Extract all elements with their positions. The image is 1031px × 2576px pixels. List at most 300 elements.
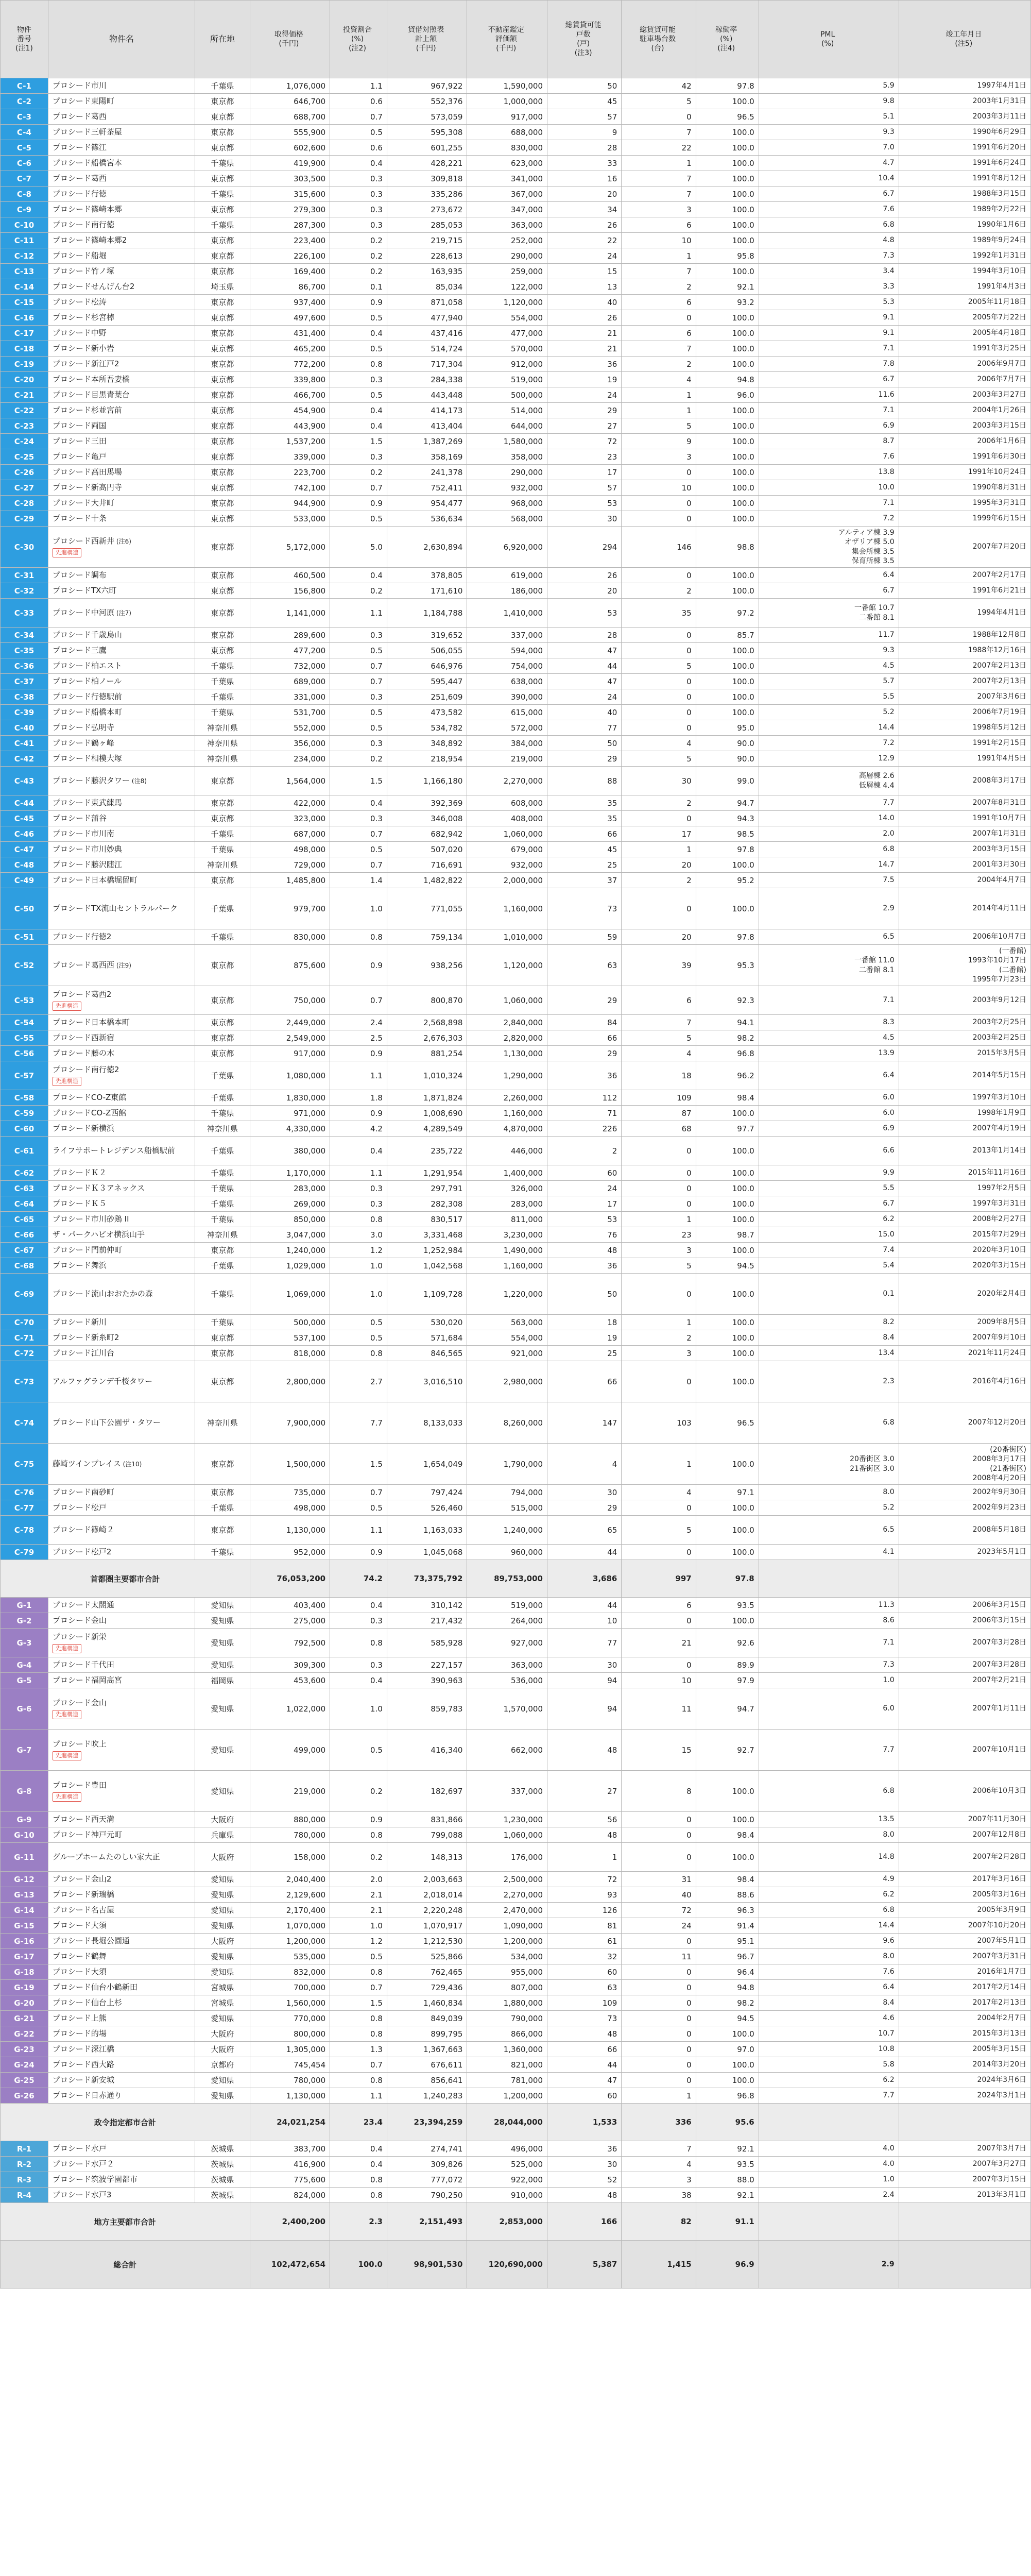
cell-pml: 4.1 [759, 1545, 899, 1560]
cell-pml: 7.3 [759, 248, 899, 264]
property-name: プロシード柏エスト [52, 661, 122, 671]
cell-units: 27 [547, 418, 621, 434]
cell-appraisal: 337,000 [467, 1771, 547, 1812]
cell-units: 61 [547, 1934, 621, 1949]
cell-completion-date: 1997年4月1日 [899, 78, 1030, 94]
cell-units: 36 [547, 1061, 621, 1090]
cell-units: 53 [547, 599, 621, 628]
property-name-cell [48, 628, 195, 643]
cell-book-value: 646,976 [387, 658, 467, 674]
property-code: C-43 [1, 767, 48, 795]
table-row [1, 187, 1031, 202]
cell-pml: 一番館 11.0 二番館 8.1 [759, 945, 899, 986]
cell-units: 53 [547, 1212, 621, 1227]
property-code: C-61 [1, 1137, 48, 1165]
cell-book-value: 830,517 [387, 1212, 467, 1227]
cell-price: 1,564,000 [250, 767, 330, 795]
cell-occupancy: 93.5 [696, 2157, 759, 2172]
cell-pml: 2.4 [759, 2188, 899, 2203]
cell-completion-date: 2006年3月15日 [899, 1598, 1030, 1613]
cell-occupancy: 94.7 [696, 795, 759, 811]
cell-completion-date: 2013年3月1日 [899, 2188, 1030, 2203]
property-code: C-36 [1, 658, 48, 674]
cell-units: 53 [547, 496, 621, 511]
cell-price: 1,200,000 [250, 1934, 330, 1949]
cell-pml: 6.8 [759, 1402, 899, 1444]
cell-completion-date: 2015年3月13日 [899, 2026, 1030, 2042]
property-code: C-67 [1, 1243, 48, 1258]
cell-ratio: 5.0 [330, 527, 387, 568]
cell-completion-date: 1991年10月7日 [899, 811, 1030, 826]
cell-completion-date: 1997年3月10日 [899, 1090, 1030, 1106]
cell-parking: 146 [622, 527, 696, 568]
property-name-cell [48, 1995, 195, 2011]
property-code: G-18 [1, 1964, 48, 1980]
cell-occupancy: 95.3 [696, 945, 759, 986]
property-name: プロシード葛西 [52, 112, 107, 122]
cell-occupancy: 94.5 [696, 1258, 759, 1274]
property-location: 東京都 [195, 357, 250, 372]
cell-units: 36 [547, 2141, 621, 2157]
cell-price: 1,537,200 [250, 434, 330, 449]
cell-occupancy: 100.0 [696, 689, 759, 705]
cell-appraisal: 968,000 [467, 496, 547, 511]
cell-book-value: 309,826 [387, 2157, 467, 2172]
cell-appraisal: 662,000 [467, 1730, 547, 1771]
cell-units: 40 [547, 705, 621, 720]
table-row [1, 156, 1031, 171]
cell-completion-date: 2006年3月15日 [899, 1613, 1030, 1629]
property-code: C-77 [1, 1500, 48, 1516]
cell-parking: 0 [622, 1827, 696, 1843]
cell-pml: 7.2 [759, 511, 899, 527]
property-code: C-15 [1, 295, 48, 310]
cell-book-value: 346,008 [387, 811, 467, 826]
table-row [1, 736, 1031, 751]
cell-appraisal: 932,000 [467, 480, 547, 496]
cell-price: 750,000 [250, 986, 330, 1015]
property-name: プロシード中野 [52, 328, 107, 338]
cell-units: 93 [547, 1887, 621, 1903]
property-name-cell [48, 1137, 195, 1165]
table-row [1, 1918, 1031, 1934]
cell-parking: 0 [622, 1181, 696, 1196]
cell-pml: 8.2 [759, 1315, 899, 1330]
cell-pml: 10.0 [759, 480, 899, 496]
cell-ratio: 0.5 [330, 1949, 387, 1964]
cell-parking: 0 [622, 568, 696, 583]
cell-completion-date: 1991年6月24日 [899, 156, 1030, 171]
cell-pml: 5.9 [759, 78, 899, 94]
subtotal-row [1, 1560, 1031, 1598]
property-name: プロシード葛西 [52, 174, 107, 183]
cell-pml: 2.9 [759, 2241, 899, 2289]
cell-book-value: 235,722 [387, 1137, 467, 1165]
cell-completion-date: (20番街区) 2008年3月17日 (21番街区) 2008年4月20日 [899, 1444, 1030, 1485]
table-row [1, 1934, 1031, 1949]
cell-book-value: 1,212,530 [387, 1934, 467, 1949]
cell-ratio: 1.1 [330, 2088, 387, 2104]
cell-pml: 9.3 [759, 643, 899, 658]
property-name: プロシード本所吾妻橋 [52, 375, 130, 384]
property-name-cell [48, 1688, 195, 1730]
cell-parking: 1 [622, 1212, 696, 1227]
cell-completion-date: 2003年3月15日 [899, 418, 1030, 434]
cell-ratio: 0.4 [330, 326, 387, 341]
cell-occupancy: 92.7 [696, 1730, 759, 1771]
cell-price: 7,900,000 [250, 1402, 330, 1444]
property-location: 東京都 [195, 202, 250, 217]
subtotal-label: 政令指定都市合計 [1, 2104, 250, 2141]
cell-book-value: 1,460,834 [387, 1995, 467, 2011]
cell-units: 65 [547, 1516, 621, 1545]
property-name: プロシード調布 [52, 570, 107, 580]
cell-appraisal: 536,000 [467, 1673, 547, 1688]
cell-book-value: 1,008,690 [387, 1106, 467, 1121]
cell-price: 830,000 [250, 929, 330, 945]
property-location: 愛知県 [195, 1918, 250, 1934]
property-name-cell [48, 2088, 195, 2104]
cell-occupancy: 98.4 [696, 1827, 759, 1843]
cell-price: 800,000 [250, 2026, 330, 2042]
table-row [1, 795, 1031, 811]
cell-pml: 6.9 [759, 418, 899, 434]
cell-appraisal: 2,000,000 [467, 873, 547, 888]
cell-units: 24 [547, 387, 621, 403]
cell-units: 50 [547, 78, 621, 94]
cell-price: 732,000 [250, 658, 330, 674]
cell-units: 166 [547, 2203, 621, 2241]
cell-appraisal: 807,000 [467, 1980, 547, 1995]
table-row [1, 929, 1031, 945]
subtotal-label: 地方主要都市合計 [1, 2203, 250, 2241]
cell-pml: 5.1 [759, 109, 899, 125]
cell-parking: 87 [622, 1106, 696, 1121]
property-name: アルファグランデ千桜タワー [52, 1377, 152, 1386]
cell-occupancy: 96.3 [696, 1903, 759, 1918]
cell-pml: 11.7 [759, 628, 899, 643]
cell-ratio: 0.4 [330, 418, 387, 434]
property-location: 茨城県 [195, 2141, 250, 2157]
cell-book-value: 1,166,180 [387, 767, 467, 795]
cell-units: 10 [547, 1613, 621, 1629]
cell-completion-date: 2007年12月8日 [899, 1827, 1030, 1843]
cell-price: 315,600 [250, 187, 330, 202]
cell-parking: 2 [622, 873, 696, 888]
cell-pml [759, 1560, 899, 1598]
cell-completion-date: 2003年3月11日 [899, 109, 1030, 125]
cell-parking: 3 [622, 2172, 696, 2188]
cell-units: 44 [547, 1598, 621, 1613]
property-name-cell [48, 94, 195, 109]
cell-ratio: 0.5 [330, 125, 387, 140]
table-row [1, 2042, 1031, 2057]
property-name: プロシード金山 [52, 1698, 107, 1708]
cell-book-value: 759,134 [387, 929, 467, 945]
cell-occupancy: 97.8 [696, 1560, 759, 1598]
cell-completion-date: 2007年11月30日 [899, 1812, 1030, 1827]
property-location: 神奈川県 [195, 720, 250, 736]
table-row [1, 1872, 1031, 1887]
cell-appraisal: 623,000 [467, 156, 547, 171]
cell-parking: 0 [622, 2057, 696, 2073]
cell-completion-date: 2024年3月1日 [899, 2088, 1030, 2104]
property-name: プロシード大井町 [52, 498, 114, 508]
cell-units: 47 [547, 2073, 621, 2088]
cell-completion-date: 2021年11月24日 [899, 1346, 1030, 1361]
property-code: C-68 [1, 1258, 48, 1274]
property-name-cell [48, 171, 195, 187]
property-name: プロシード藤沢タワー [52, 776, 130, 786]
cell-price: 339,800 [250, 372, 330, 387]
cell-appraisal: 912,000 [467, 357, 547, 372]
cell-book-value: 319,652 [387, 628, 467, 643]
cell-completion-date: 2003年9月12日 [899, 986, 1030, 1015]
property-name: プロシード舞浜 [52, 1261, 107, 1270]
table-row [1, 1887, 1031, 1903]
cell-pml: 14.4 [759, 720, 899, 736]
table-row [1, 387, 1031, 403]
table-row [1, 1657, 1031, 1673]
property-name-cell [48, 527, 195, 568]
property-code: G-26 [1, 2088, 48, 2104]
cell-ratio: 4.2 [330, 1121, 387, 1137]
property-name-cell [48, 1181, 195, 1196]
cell-completion-date: 1991年10月24日 [899, 465, 1030, 480]
cell-appraisal: 122,000 [467, 279, 547, 295]
cell-occupancy: 97.8 [696, 78, 759, 94]
property-name-cell [48, 1258, 195, 1274]
property-code: C-56 [1, 1046, 48, 1061]
property-location: 愛知県 [195, 1903, 250, 1918]
property-location: 神奈川県 [195, 736, 250, 751]
property-location: 千葉県 [195, 674, 250, 689]
cell-appraisal: 408,000 [467, 811, 547, 826]
cell-ratio: 0.7 [330, 480, 387, 496]
cell-occupancy: 90.0 [696, 736, 759, 751]
property-name: プロシード日本橋堀留町 [52, 875, 138, 885]
cell-ratio: 0.2 [330, 1843, 387, 1872]
property-code: G-13 [1, 1887, 48, 1903]
cell-price: 5,172,000 [250, 527, 330, 568]
cell-ratio: 0.3 [330, 1181, 387, 1196]
cell-book-value: 413,404 [387, 418, 467, 434]
cell-completion-date: 1991年3月25日 [899, 341, 1030, 357]
cell-units: 1,533 [547, 2104, 621, 2141]
cell-pml: 7.7 [759, 1730, 899, 1771]
cell-parking: 0 [622, 496, 696, 511]
property-location: 東京都 [195, 568, 250, 583]
table-row [1, 888, 1031, 929]
cell-ratio: 0.7 [330, 2057, 387, 2073]
cell-occupancy: 100.0 [696, 156, 759, 171]
cell-price: 331,000 [250, 689, 330, 705]
cell-book-value: 938,256 [387, 945, 467, 986]
cell-price: 500,000 [250, 1315, 330, 1330]
cell-ratio: 0.3 [330, 1196, 387, 1212]
cell-occupancy: 96.5 [696, 1402, 759, 1444]
property-location: 東京都 [195, 1030, 250, 1046]
property-location: 千葉県 [195, 1258, 250, 1274]
property-code: C-40 [1, 720, 48, 736]
cell-appraisal: 1,120,000 [467, 295, 547, 310]
cell-parking: 2 [622, 583, 696, 599]
cell-pml: 6.7 [759, 583, 899, 599]
cell-price: 466,700 [250, 387, 330, 403]
cell-parking: 0 [622, 674, 696, 689]
cell-pml: 4.9 [759, 1872, 899, 1887]
property-code: C-23 [1, 418, 48, 434]
table-row [1, 465, 1031, 480]
cell-pml: 6.2 [759, 1212, 899, 1227]
cell-parking: 10 [622, 1673, 696, 1688]
table-row [1, 1046, 1031, 1061]
cell-ratio: 0.6 [330, 94, 387, 109]
property-name-cell [48, 945, 195, 986]
cell-completion-date [899, 1560, 1030, 1598]
cell-ratio: 2.7 [330, 1361, 387, 1402]
property-code: C-22 [1, 403, 48, 418]
cell-units: 35 [547, 811, 621, 826]
property-code: C-52 [1, 945, 48, 986]
cell-parking: 1 [622, 156, 696, 171]
cell-pml: 5.2 [759, 1500, 899, 1516]
cell-units: 1 [547, 1843, 621, 1872]
cell-ratio: 0.4 [330, 1598, 387, 1613]
property-code: G-15 [1, 1918, 48, 1934]
table-row [1, 326, 1031, 341]
advanced-structure-badge: 先進構造 [53, 1751, 81, 1760]
cell-book-value: 1,654,049 [387, 1444, 467, 1485]
advanced-structure-badge: 先進構造 [53, 1644, 81, 1653]
cell-units: 15 [547, 264, 621, 279]
property-location: 千葉県 [195, 1274, 250, 1315]
cell-units: 66 [547, 2042, 621, 2057]
cell-pml: 6.4 [759, 568, 899, 583]
cell-parking: 72 [622, 1903, 696, 1918]
cell-book-value: 1,871,824 [387, 1090, 467, 1106]
property-code: C-16 [1, 310, 48, 326]
cell-ratio: 0.2 [330, 248, 387, 264]
cell-book-value: 2,630,894 [387, 527, 467, 568]
cell-price: 3,047,000 [250, 1227, 330, 1243]
cell-parking: 0 [622, 1137, 696, 1165]
cell-appraisal: 781,000 [467, 2073, 547, 2088]
cell-appraisal: 363,000 [467, 1657, 547, 1673]
cell-pml: 5.8 [759, 2057, 899, 2073]
table-row [1, 628, 1031, 643]
cell-ratio: 0.2 [330, 465, 387, 480]
property-name-cell [48, 736, 195, 751]
cell-completion-date: 2007年2月17日 [899, 568, 1030, 583]
cell-appraisal: 337,000 [467, 628, 547, 643]
cell-appraisal: 326,000 [467, 1181, 547, 1196]
cell-price: 818,000 [250, 1346, 330, 1361]
property-name-cell [48, 279, 195, 295]
property-code: C-18 [1, 341, 48, 357]
property-code: C-3 [1, 109, 48, 125]
cell-price: 1,076,000 [250, 78, 330, 94]
cell-pml: 4.5 [759, 658, 899, 674]
cell-price: 2,449,000 [250, 1015, 330, 1030]
table-row [1, 1402, 1031, 1444]
cell-appraisal: 1,120,000 [467, 945, 547, 986]
cell-book-value: 310,142 [387, 1598, 467, 1613]
table-row [1, 109, 1031, 125]
cell-book-value: 228,613 [387, 248, 467, 264]
property-name: プロシード市川南 [52, 829, 114, 839]
cell-appraisal: 500,000 [467, 387, 547, 403]
cell-pml: 14.7 [759, 857, 899, 873]
property-location: 愛知県 [195, 1688, 250, 1730]
cell-parking: 24 [622, 1918, 696, 1934]
cell-appraisal: 514,000 [467, 403, 547, 418]
cell-pml: 9.1 [759, 310, 899, 326]
cell-book-value: 1,070,917 [387, 1918, 467, 1934]
cell-completion-date: 1990年1月6日 [899, 217, 1030, 233]
property-code: G-25 [1, 2073, 48, 2088]
cell-appraisal: 28,044,000 [467, 2104, 547, 2141]
cell-book-value: 716,691 [387, 857, 467, 873]
cell-occupancy: 100.0 [696, 171, 759, 187]
property-name: プロシード南行徳 [52, 220, 114, 230]
table-row [1, 1106, 1031, 1121]
cell-parking: 1 [622, 2088, 696, 2104]
cell-occupancy: 96.4 [696, 1964, 759, 1980]
cell-completion-date: 2006年9月7日 [899, 357, 1030, 372]
cell-pml: 4.8 [759, 233, 899, 248]
property-name: プロシード東武練馬 [52, 798, 122, 808]
cell-completion-date: 1997年2月5日 [899, 1181, 1030, 1196]
property-name-cell [48, 1771, 195, 1812]
property-location: 千葉県 [195, 1500, 250, 1516]
cell-parking: 21 [622, 1629, 696, 1657]
cell-book-value: 2,220,248 [387, 1903, 467, 1918]
property-name: プロシード流山おおたかの森 [52, 1289, 153, 1299]
cell-occupancy: 100.0 [696, 1212, 759, 1227]
cell-appraisal: 572,000 [467, 720, 547, 736]
cell-pml: 11.6 [759, 387, 899, 403]
cell-occupancy: 100.0 [696, 568, 759, 583]
advanced-structure-badge: 先進構造 [53, 1710, 81, 1719]
cell-book-value: 506,055 [387, 643, 467, 658]
cell-occupancy: 96.5 [696, 109, 759, 125]
cell-completion-date: 1988年3月15日 [899, 187, 1030, 202]
cell-price: 875,600 [250, 945, 330, 986]
property-code: C-50 [1, 888, 48, 929]
cell-units: 44 [547, 658, 621, 674]
cell-parking: 31 [622, 1872, 696, 1887]
cell-price: 1,141,000 [250, 599, 330, 628]
cell-completion-date: 2004年1月26日 [899, 403, 1030, 418]
cell-units: 48 [547, 2188, 621, 2203]
property-name: プロシード日赤通り [52, 2091, 122, 2100]
cell-book-value: 526,460 [387, 1500, 467, 1516]
cell-ratio: 0.5 [330, 705, 387, 720]
cell-completion-date: 2007年3月28日 [899, 1629, 1030, 1657]
cell-parking: 7 [622, 1015, 696, 1030]
cell-ratio: 0.8 [330, 2188, 387, 2203]
cell-appraisal: 1,240,000 [467, 1516, 547, 1545]
cell-parking: 20 [622, 929, 696, 945]
cell-ratio: 0.5 [330, 387, 387, 403]
cell-parking: 0 [622, 811, 696, 826]
property-code: G-4 [1, 1657, 48, 1673]
property-name: プロシード市川砂鶏 II [52, 1214, 129, 1224]
table-row [1, 1137, 1031, 1165]
cell-appraisal: 290,000 [467, 465, 547, 480]
table-row [1, 264, 1031, 279]
